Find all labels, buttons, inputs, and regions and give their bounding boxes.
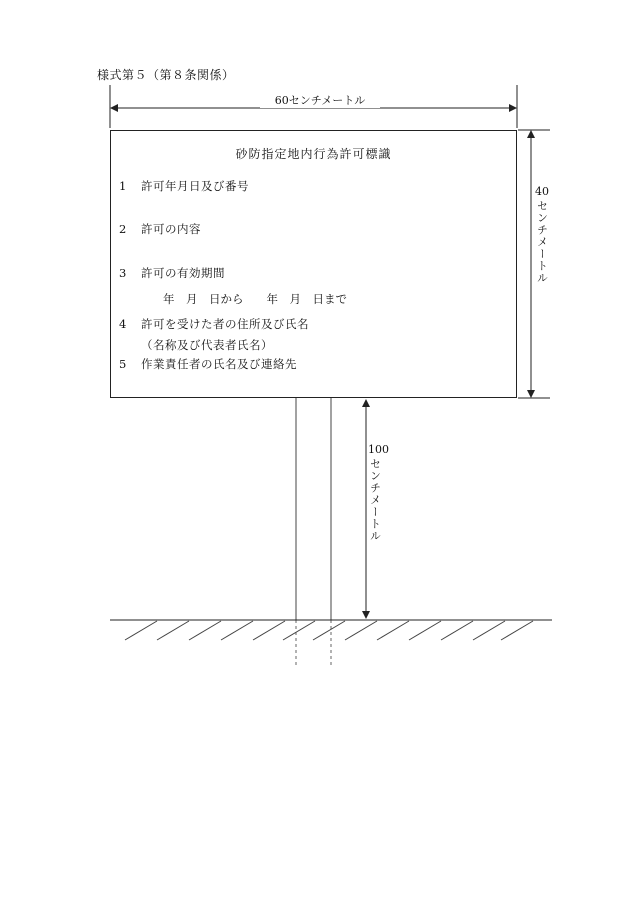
width-dimension-label: 60センチメートル (260, 92, 380, 108)
item-text: 許可の有効期間 (141, 266, 225, 280)
item-subtext: （名称及び代表者氏名） (141, 338, 273, 352)
sign-item-permit-holder (119, 316, 309, 353)
item-text: 作業責任者の氏名及び連絡先 (141, 357, 297, 371)
ground-hatching (125, 621, 533, 640)
sign-item-permit-content (119, 221, 201, 237)
item-number: 3 (119, 266, 127, 280)
item-text: 許可を受けた者の住所及び氏名 (141, 317, 309, 331)
item-number: 2 (119, 222, 127, 236)
height-dimension-unit: センチメートル (535, 200, 549, 284)
pole-height-unit: センチメートル (368, 458, 382, 542)
height-dimension-label (535, 185, 549, 287)
height-dimension-number: 40 (535, 185, 549, 198)
validity-dates: 年 月 日から 年 月 日まで (163, 292, 347, 306)
item-text: 許可の内容 (141, 222, 201, 236)
pole-height-dimension-label (368, 443, 389, 545)
pole-height-number: 100 (368, 443, 389, 456)
item-text: 許可年月日及び番号 (141, 179, 249, 193)
item-number: 4 (119, 317, 127, 331)
sign-board (110, 130, 517, 398)
sign-title: 砂防指定地内行為許可標識 (235, 147, 392, 161)
sign-item-supervisor (119, 356, 297, 372)
item-number: 5 (119, 357, 127, 371)
sign-item-validity-period (119, 265, 225, 281)
item-number: 1 (119, 179, 127, 193)
sign-item-permit-date (119, 178, 249, 194)
form-label: 様式第５（第８条関係） (97, 68, 235, 82)
